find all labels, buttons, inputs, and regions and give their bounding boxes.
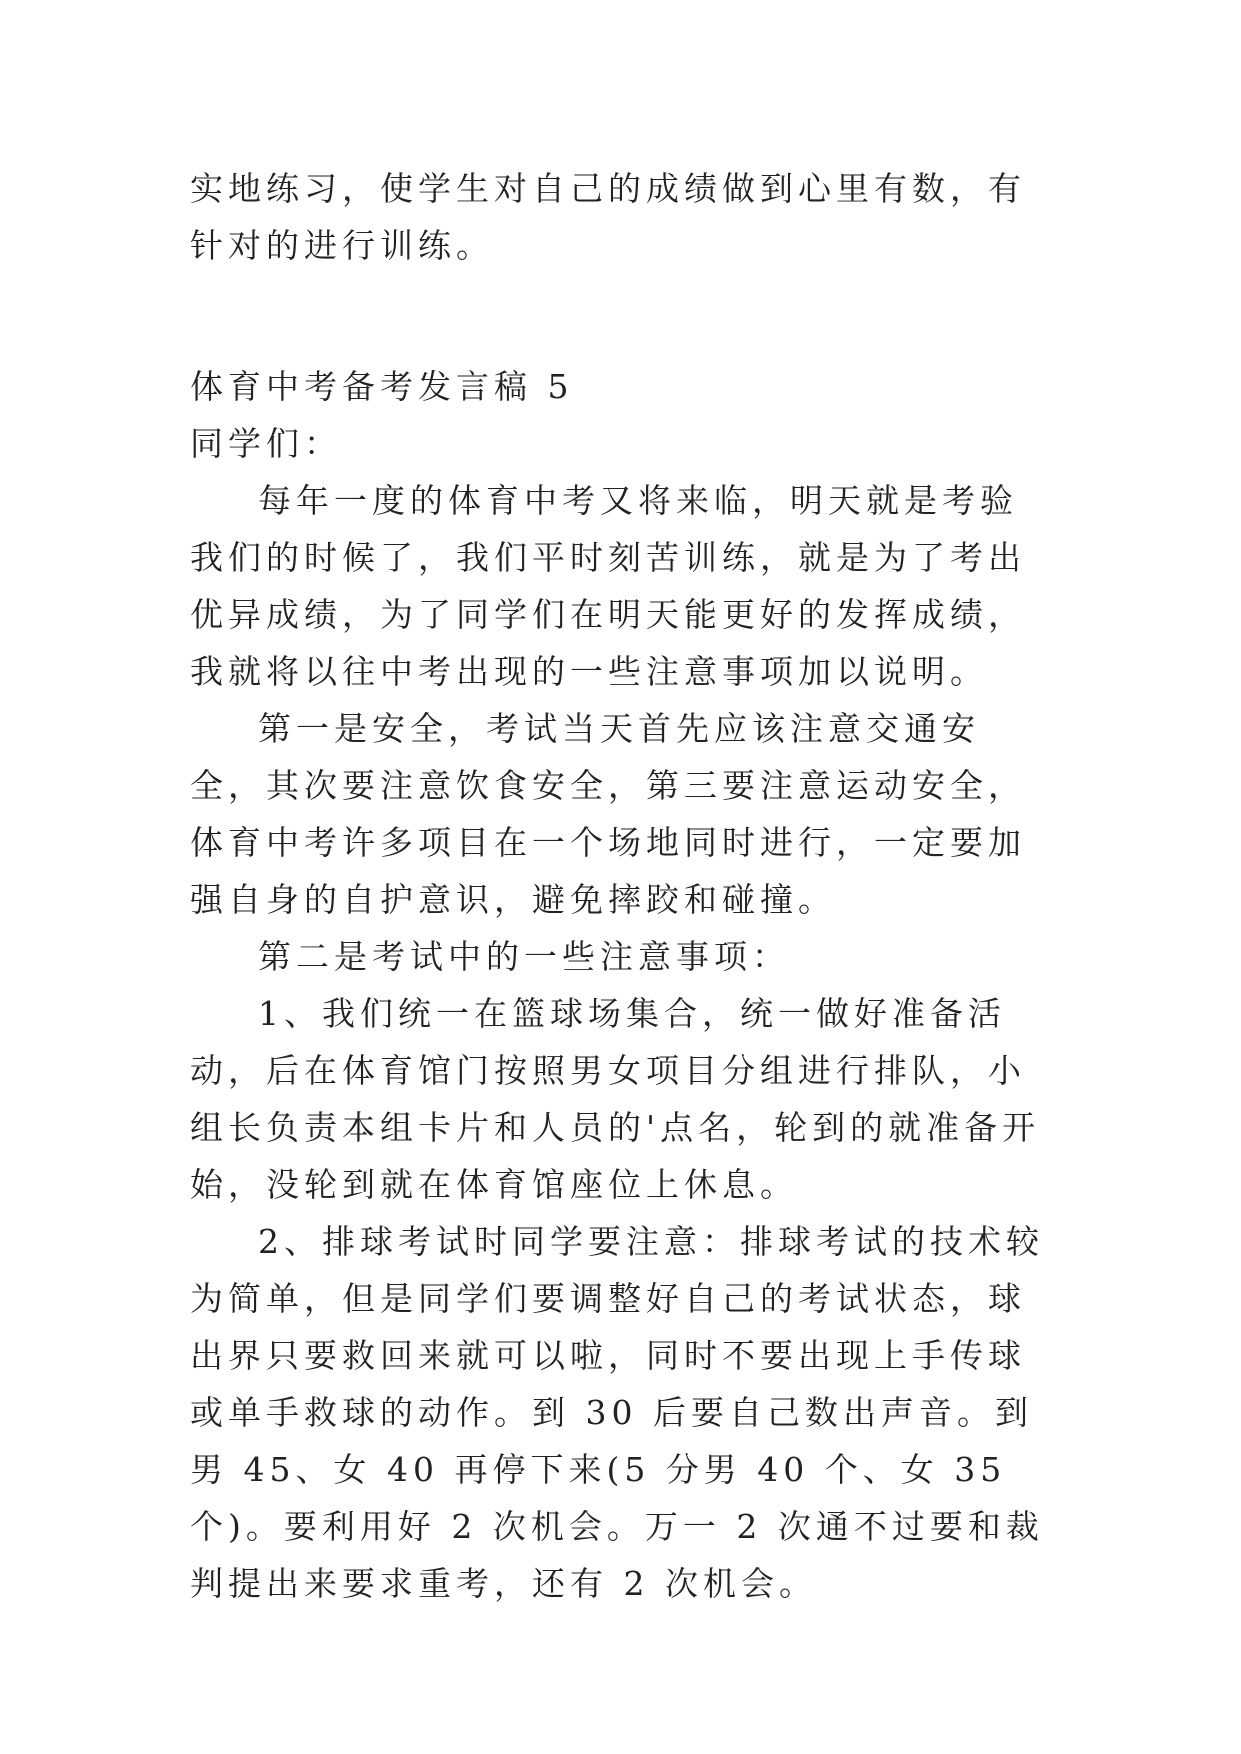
paragraph-safety: 第一是安全，考试当天首先应该注意交通安全，其次要注意饮食安全，第三要注意运动安全，体育中考许多项目在一个场地同时进行，一定要加强自身的自护意识，避免摔跤和碰撞。 xyxy=(190,709,1026,919)
section-title: 体育中考备考发言稿 5 xyxy=(190,367,574,406)
salutation: 同学们： xyxy=(190,424,342,463)
paragraph-exam-notes-heading: 第二是考试中的一些注意事项： xyxy=(258,937,790,976)
section-spacer xyxy=(190,274,1050,358)
paragraph-item-2: 2、排球考试时同学要注意：排球考试的技术较为简单，但是同学们要调整好自己的考试状态，球出界只要救回来就可以啦，同时不要出现上手传球或单手救球的动作。到 30 后要自己数出声音。到男 45、女 40 再停下来(5 分男 40 个、女 35 个)。要利用好 2 次机会。万一 2 次通不过要和裁判提出来要求重考，还有 2 次机会。 xyxy=(190,1222,1044,1603)
document-page xyxy=(190,160,1050,1612)
paragraph-intro: 每年一度的体育中考又将来临，明天就是考验我们的时候了，我们平时刻苦训练，就是为了考出优异成绩，为了同学们在明天能更好的发挥成绩，我就将以往中考出现的一些注意事项加以说明。 xyxy=(190,481,1026,691)
paragraph-item-1: 1、我们统一在篮球场集合，统一做好准备活动，后在体育馆门按照男女项目分组进行排队，小组长负责本组卡片和人员的'点名，轮到的就准备开始，没轮到就在体育馆座位上休息。 xyxy=(190,994,1041,1204)
continuation-paragraph: 实地练习，使学生对自己的成绩做到心里有数，有针对的进行训练。 xyxy=(190,169,1026,265)
